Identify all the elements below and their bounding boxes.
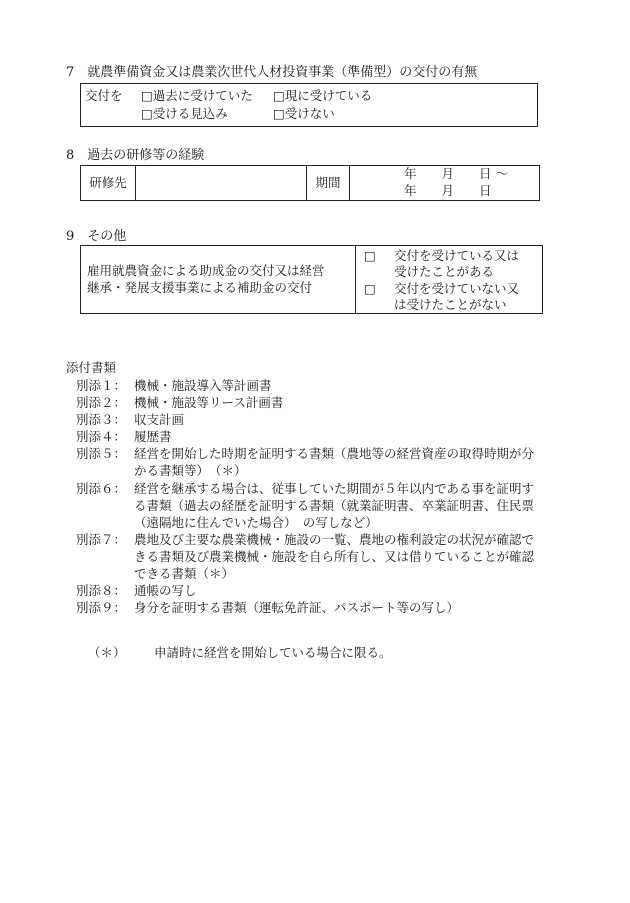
sec8-period-from: 年 月 日 〜 xyxy=(404,166,508,182)
section-9-title: 9 その他 xyxy=(66,229,127,244)
sec7-option-expected: □受ける見込み xyxy=(141,106,228,121)
sec8-period-to: 年 月 日 xyxy=(404,183,492,198)
sec7-option-current: □現に受けている xyxy=(273,88,373,103)
attachment-text: 機械・施設等リース計画書 xyxy=(134,395,284,411)
section-8-table xyxy=(80,165,540,201)
attachment-text: きる書類及び農業機械・施設を自ら所有し、又は借りていることが確認 xyxy=(134,548,535,564)
attachment-text: 経営を継承する場合は、従事していた期間が５年以内である事を証明す xyxy=(134,480,535,496)
sec8-label-period: 期間 xyxy=(307,166,350,201)
attachment-text: かる書類等） （＊） xyxy=(134,463,247,479)
attachment-label: 別添６： xyxy=(76,480,127,496)
attachment-label: 別添１： xyxy=(76,378,127,393)
sec9-options xyxy=(356,246,543,314)
sec7-option-past: □過去に受けていた xyxy=(141,88,253,103)
sec9-description xyxy=(81,246,356,314)
sec9-option-not-received-line-2: は受けたことがない xyxy=(394,297,507,312)
sec8-period-value xyxy=(350,166,540,201)
note-text: 申請時に経営を開始している場合に限る。 xyxy=(154,645,392,660)
attachment-label: 別添３： xyxy=(76,412,127,428)
attachment-text: できる書類（＊） xyxy=(134,566,235,582)
sec9-option-not-received-line-1: 交付を受けていない又 xyxy=(394,281,520,296)
attachment-label: 別添９： xyxy=(76,600,127,616)
sec7-label: 交付を xyxy=(85,88,123,103)
attachment-label: 別添８： xyxy=(76,583,127,599)
attachment-text: 収支計画 xyxy=(134,412,185,428)
sec9-description-line-1: 雇用就農資金による助成金の交付又は経営 xyxy=(87,262,325,278)
sec9-option-received-line-1: 交付を受けている又は xyxy=(394,248,520,263)
attachment-text: 経営を開始した時期を証明する書類（農地等の経営資産の取得時期が分 xyxy=(134,446,535,462)
attachment-label: 別添４： xyxy=(76,429,127,445)
attachment-text: 機械・施設導入等計画書 xyxy=(134,378,272,393)
attachment-text: 履歴書 xyxy=(134,429,172,445)
attachment-text: 農地及び主要な農業機械・施設の一覧、農地の権利設定の状況が確認で xyxy=(134,531,535,547)
section-7-box xyxy=(80,83,538,127)
note-mark: （＊） xyxy=(88,645,126,660)
attachment-text: 身分を証明する書類（運転免許証、パスポート等の写し） xyxy=(134,600,460,616)
attachment-text: （遠隔地に住んでいた場合） の写しなど） xyxy=(134,514,378,530)
section-7-title: 7 就農準備資金又は農業次世代人材投資事業（準備型）の交付の有無 xyxy=(66,65,478,80)
sec8-label-training-site: 研修先 xyxy=(81,166,136,201)
sec9-checkbox-received: □ xyxy=(364,248,376,263)
sec8-training-site-value xyxy=(136,166,307,201)
attachments-heading: 添付書類 xyxy=(66,360,117,375)
section-9-table xyxy=(80,245,543,314)
attachment-text: る書類（過去の経歴を証明する書類（就業証明書、卒業証明書、住民票 xyxy=(134,497,535,513)
attachment-text: 通帳の写し xyxy=(134,583,197,599)
sec7-option-none: □受けない xyxy=(273,106,335,121)
sec9-description-line-2: 継承・発展支援事業による補助金の交付 xyxy=(87,279,313,295)
attachment-label: 別添５： xyxy=(76,446,127,462)
attachment-label: 別添７： xyxy=(76,531,127,547)
sec9-checkbox-not-received: □ xyxy=(364,281,376,296)
sec9-option-received-line-2: 受けたことがある xyxy=(394,264,495,279)
attachments-list xyxy=(76,378,596,628)
section-8-title: 8 過去の研修等の経験 xyxy=(66,148,205,163)
attachment-label: 別添２： xyxy=(76,395,127,411)
